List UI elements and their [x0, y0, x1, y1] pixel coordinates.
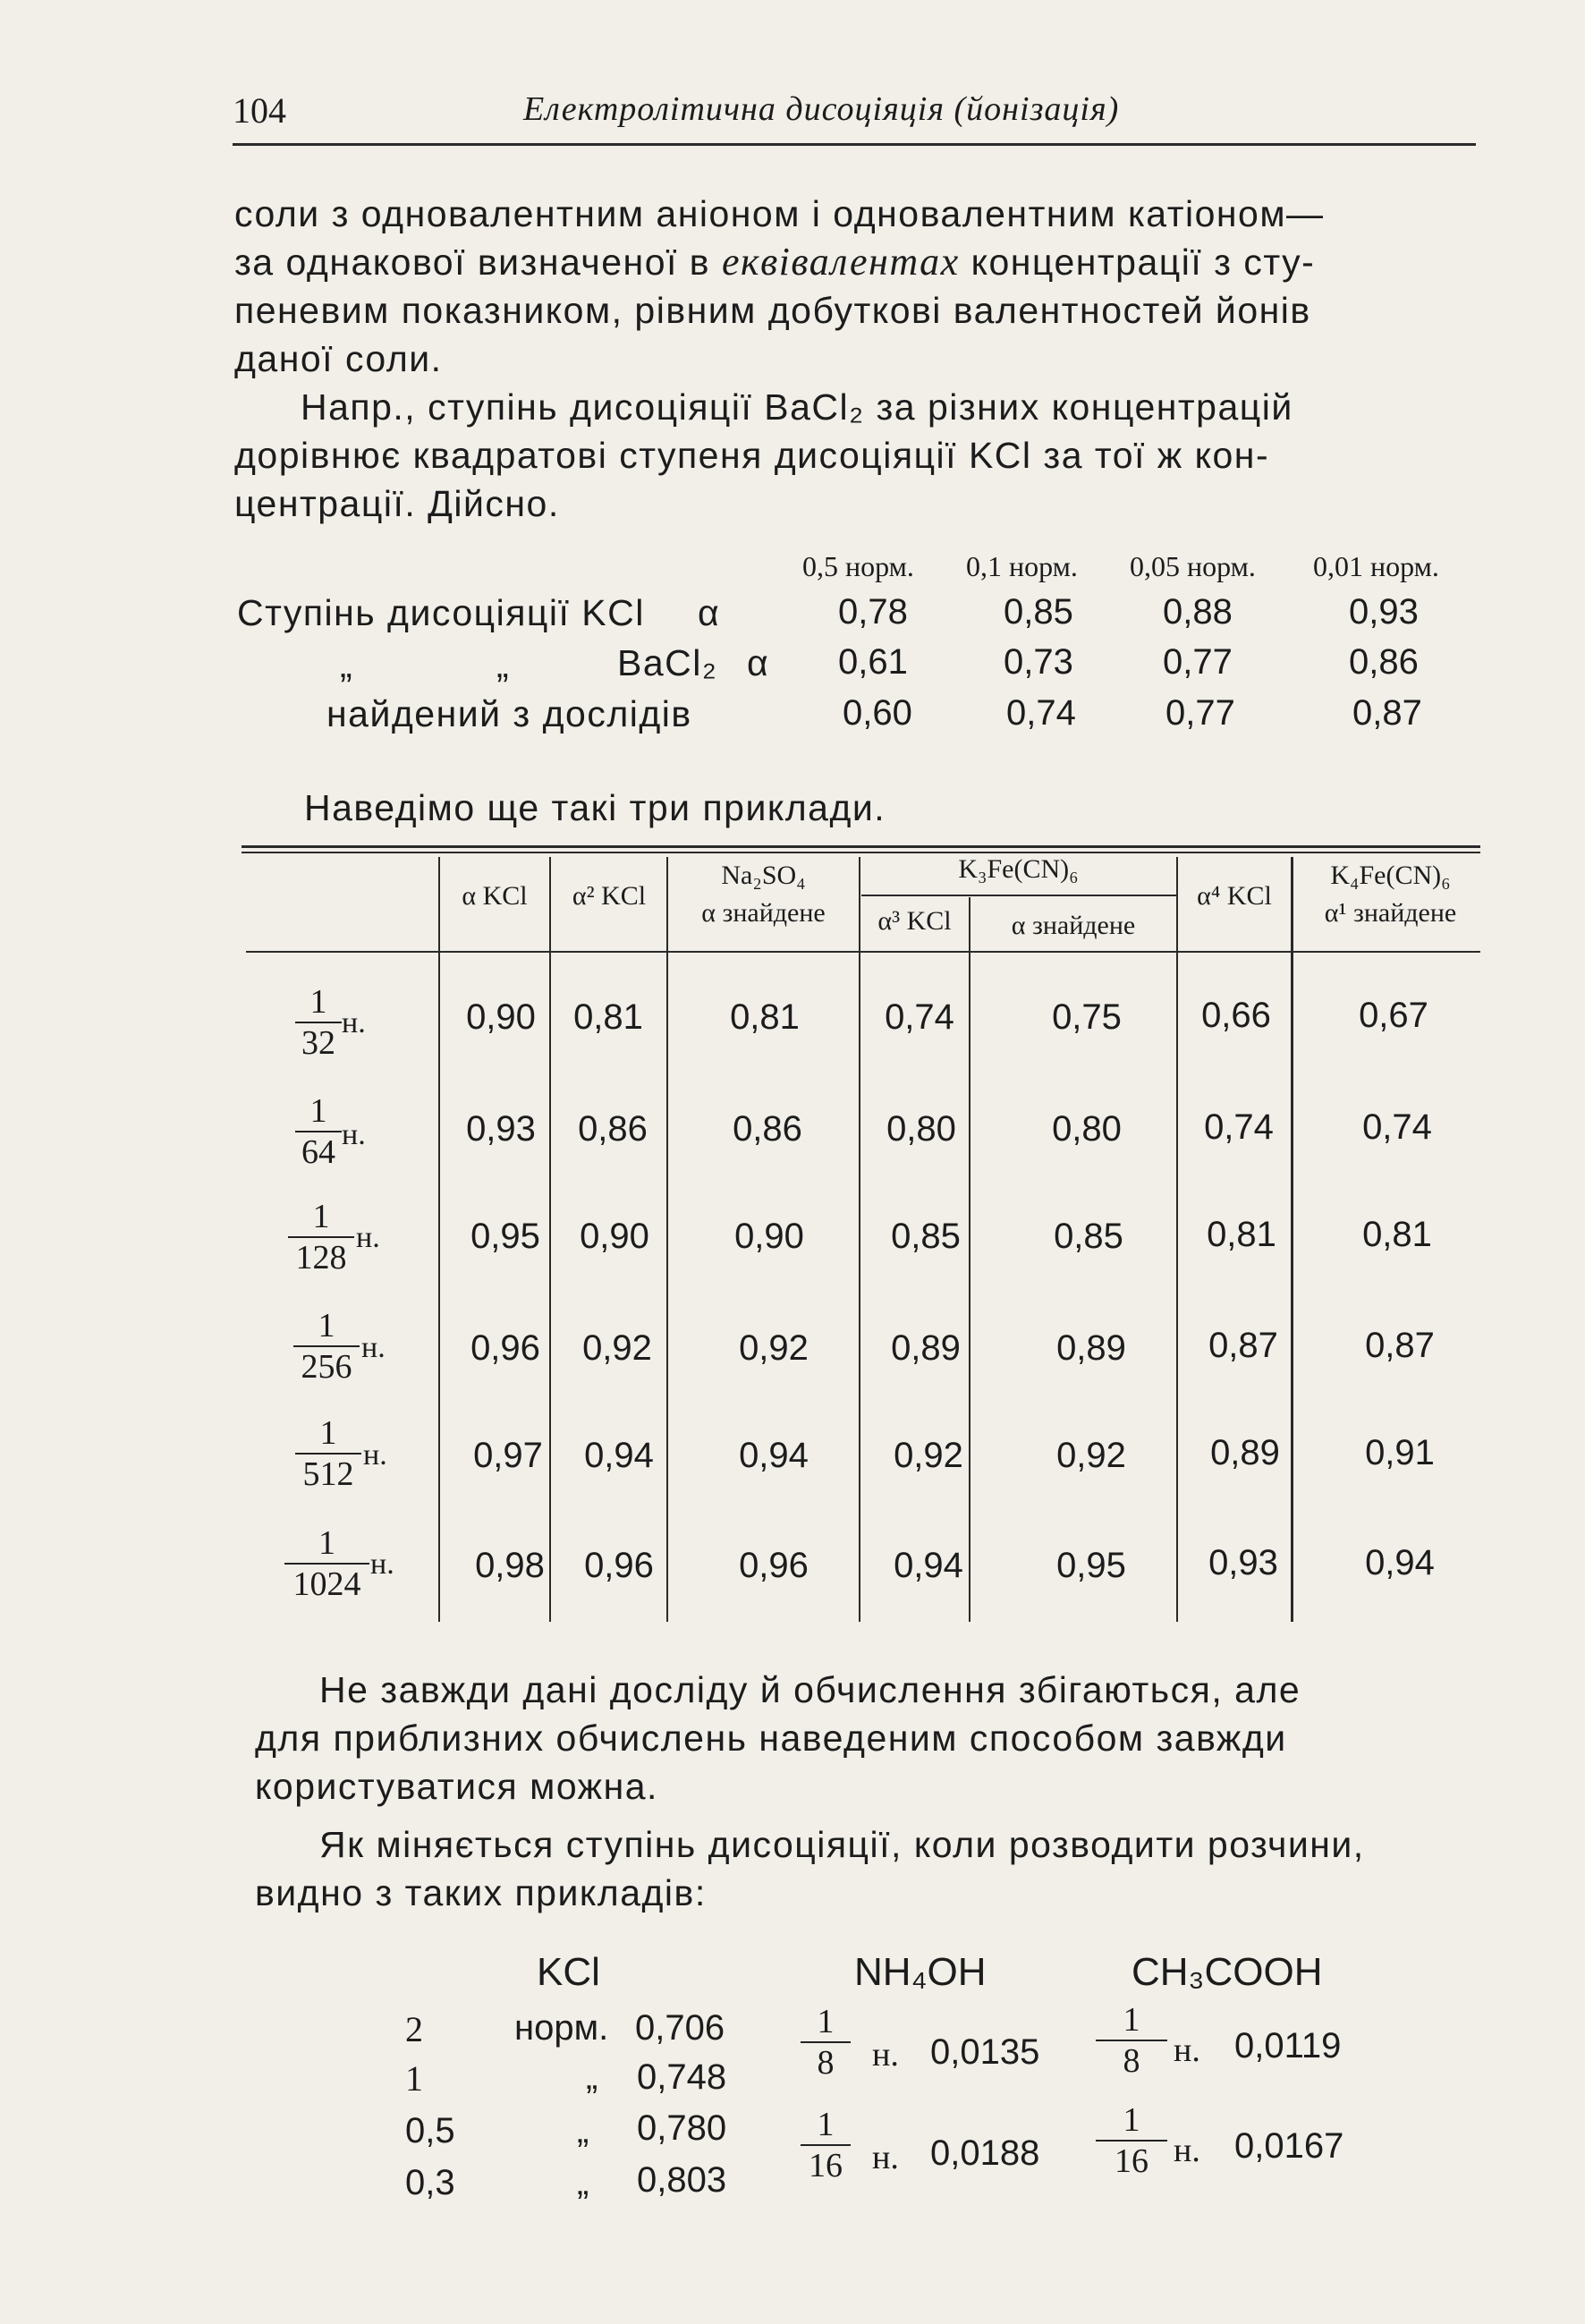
- text-line: Як міняється ступінь дисоціяції, коли розводити розчини,: [319, 1824, 1365, 1865]
- text-line: даної соли.: [234, 338, 443, 379]
- kcl-unit: „: [586, 2057, 598, 2097]
- nh4oh-fraction: [801, 2107, 851, 2184]
- examples-intro: Наведімо ще такі три приклади.: [304, 787, 886, 828]
- value: 0,85: [1004, 592, 1073, 632]
- col-header-a-kcl: α KCl: [462, 881, 528, 911]
- table-cell: 0,86: [733, 1109, 802, 1149]
- kcl-value: 0,803: [637, 2160, 727, 2200]
- row-fraction: [295, 1415, 361, 1492]
- table-cell: 0,95: [470, 1217, 540, 1256]
- col-header-na2so4: Na₂SO₄: [721, 861, 806, 890]
- text-line: центрації. Дійсно.: [234, 483, 560, 524]
- table-cell: 0,67: [1359, 996, 1428, 1035]
- fraction-denominator: 256: [301, 1348, 352, 1386]
- table-cell: 0,93: [1208, 1543, 1278, 1582]
- kcl-conc: 0,3: [405, 2163, 455, 2202]
- row-fraction: [295, 1093, 342, 1170]
- value: 0,77: [1163, 642, 1233, 682]
- alpha-symbol: α: [698, 592, 721, 633]
- kcl-value: 0,748: [637, 2057, 727, 2097]
- table-header-rule: [246, 951, 1480, 953]
- table-cell: 0,85: [891, 1217, 961, 1256]
- row-unit: н.: [342, 1006, 366, 1039]
- table-cell: 0,74: [1362, 1107, 1432, 1147]
- table-cell: 0,86: [578, 1109, 648, 1149]
- kcl-value: 0,780: [637, 2108, 727, 2148]
- fraction-denominator: 8: [1123, 2042, 1140, 2080]
- table-top-rule-2: [242, 852, 1480, 853]
- fraction-bar: [295, 1131, 342, 1132]
- fraction-denominator: 32: [301, 1024, 335, 1062]
- paragraph-4: [255, 1820, 1365, 1917]
- table-cell: 0,92: [1056, 1436, 1126, 1475]
- fraction-bar: [1096, 2140, 1167, 2142]
- fraction-denominator: 128: [295, 1239, 347, 1277]
- table-cell: 0,94: [1365, 1543, 1435, 1582]
- table-cell: 0,92: [894, 1436, 963, 1475]
- table-cell: 0,81: [573, 997, 643, 1037]
- table-cell: 0,89: [891, 1328, 961, 1368]
- table-cell: 0,98: [475, 1546, 545, 1585]
- value: 0,87: [1352, 693, 1422, 733]
- text-line: пеневим показником, рівним добуткові валентностей йонів: [234, 290, 1311, 331]
- fraction-numerator: 1: [318, 1524, 335, 1562]
- col-header-k4fe-sub: α¹ знайдене: [1324, 898, 1457, 928]
- value: 0,86: [1349, 642, 1419, 682]
- text-line: Не завжди дані досліду й обчислення збігаються, але: [319, 1669, 1301, 1710]
- ditto-mark: „: [340, 644, 354, 685]
- table-cell: 0,91: [1365, 1433, 1435, 1472]
- table-cell: 0,94: [584, 1436, 654, 1475]
- value: 0,60: [843, 693, 912, 733]
- fraction-bar: [801, 2041, 851, 2043]
- fraction-bar: [295, 1022, 342, 1023]
- conc-header: 0,01 норм.: [1313, 550, 1439, 582]
- text-span: концентрації з сту-: [959, 242, 1316, 283]
- header-rule: [233, 143, 1476, 146]
- ch3cooh-unit: н.: [1174, 2031, 1200, 2069]
- col-header-k3fe-found: α знайдене: [1011, 911, 1136, 940]
- fraction-bar: [293, 1345, 360, 1347]
- table-cell: 0,81: [1362, 1215, 1432, 1254]
- text-line: соли з одновалентним аніоном і одновалентним катіоном—: [234, 193, 1325, 234]
- ch3cooh-title: CH₃COOH: [1132, 1950, 1323, 1994]
- value: 0,78: [838, 592, 908, 632]
- fraction-denominator: 1024: [292, 1565, 361, 1603]
- table-top-rule: [242, 845, 1480, 848]
- conc-header: 0,05 норм.: [1130, 550, 1256, 582]
- kcl-unit: „: [577, 2111, 589, 2150]
- row-unit: н.: [342, 1118, 366, 1151]
- table-cell: 0,90: [734, 1217, 804, 1256]
- conc-header: 0,5 норм.: [802, 550, 914, 582]
- nh4oh-value: 0,0135: [930, 2032, 1040, 2072]
- fraction-denominator: 16: [809, 2147, 843, 2184]
- col-header-na2so4-sub: α знайдене: [701, 898, 826, 928]
- nh4oh-title: NH₄OH: [854, 1950, 987, 1994]
- text-line: Напр., ступінь дисоціяції BaCl₂ за різних концентрацій: [301, 386, 1293, 428]
- kcl-conc: 1: [405, 2058, 423, 2099]
- fraction-bar: [801, 2144, 851, 2146]
- nh4oh-unit: н.: [872, 2036, 899, 2074]
- fraction-numerator: 1: [318, 1307, 335, 1344]
- ch3cooh-value: 0,0167: [1234, 2126, 1344, 2166]
- nh4oh-fraction: [801, 2004, 851, 2081]
- value: 0,73: [1004, 642, 1073, 682]
- row-fraction: [293, 1308, 360, 1385]
- ch3cooh-fraction: [1096, 2102, 1167, 2179]
- page-number: 104: [233, 90, 286, 131]
- conc-header: 0,1 норм.: [966, 550, 1078, 582]
- fraction-bar: [288, 1236, 354, 1238]
- column-divider: [1176, 857, 1178, 1622]
- kcl-conc: 0,5: [405, 2111, 455, 2150]
- text-line: дорівнює квадратові ступеня дисоціяції KCl за тої ж кон-: [234, 435, 1270, 476]
- fraction-bar: [295, 1453, 361, 1455]
- text-span: за однакової визначеної в: [234, 242, 722, 283]
- column-divider: [859, 857, 860, 1622]
- fraction-denominator: 8: [817, 2044, 835, 2082]
- row-fraction: [288, 1199, 354, 1276]
- table-cell: 0,90: [580, 1217, 649, 1256]
- col-header-a2-kcl: α² KCl: [572, 881, 647, 911]
- alpha-symbol: α: [747, 642, 770, 683]
- kcl-unit: „: [577, 2163, 589, 2202]
- fraction-denominator: 16: [1115, 2142, 1148, 2180]
- kcl-value: 0,706: [635, 2008, 725, 2048]
- table-cell: 0,87: [1208, 1326, 1278, 1365]
- text-line: для приблизних обчислень наведеним способом завжди: [255, 1718, 1287, 1759]
- emphasis-text: еквівалентах: [721, 240, 960, 284]
- fraction-bar: [284, 1563, 369, 1565]
- table-cell: 0,93: [466, 1109, 536, 1149]
- table-cell: 0,89: [1210, 1433, 1280, 1472]
- paragraph-1: [234, 190, 1325, 383]
- fraction-numerator: 1: [309, 1092, 327, 1130]
- paragraph-2: [234, 383, 1293, 528]
- fraction-numerator: 1: [1123, 2101, 1140, 2139]
- row-label: найдений з дослідів: [326, 693, 692, 734]
- table-cell: 0,80: [1052, 1109, 1122, 1149]
- fraction-numerator: 1: [312, 1198, 330, 1235]
- fraction-numerator: 1: [817, 2003, 835, 2040]
- table-cell: 0,89: [1056, 1328, 1126, 1368]
- table-cell: 0,81: [1207, 1215, 1276, 1254]
- ditto-mark: „: [496, 644, 511, 685]
- table-cell: 0,96: [470, 1328, 540, 1368]
- fraction-bar: [1096, 2040, 1167, 2041]
- row-label: BaCl₂: [617, 642, 718, 683]
- table-cell: 0,74: [885, 997, 954, 1037]
- row-unit: н.: [361, 1331, 386, 1364]
- col-header-a4-kcl: α⁴ KCl: [1197, 881, 1272, 911]
- fraction-numerator: 1: [319, 1414, 337, 1452]
- value: 0,61: [838, 642, 908, 682]
- column-divider: [438, 857, 440, 1622]
- text-line: [234, 238, 1325, 286]
- table-cell: 0,94: [894, 1546, 963, 1585]
- value: 0,93: [1349, 592, 1419, 632]
- kcl-conc: 2: [405, 2009, 423, 2049]
- row-unit: н.: [356, 1221, 380, 1254]
- k3fe-subheader-rule: [861, 895, 1176, 896]
- table-cell: 0,81: [730, 997, 800, 1037]
- table-cell: 0,80: [886, 1109, 956, 1149]
- row-unit: н.: [370, 1548, 394, 1581]
- col-header-k4fe: K₄Fe(CN)₆: [1330, 861, 1451, 890]
- row-fraction: [284, 1525, 369, 1602]
- table-cell: 0,92: [739, 1328, 809, 1368]
- table-cell: 0,66: [1201, 996, 1271, 1035]
- fraction-denominator: 64: [301, 1133, 335, 1171]
- table-cell: 0,87: [1365, 1326, 1435, 1365]
- table-cell: 0,94: [739, 1436, 809, 1475]
- fraction-denominator: 512: [302, 1455, 354, 1493]
- table-cell: 0,97: [473, 1436, 543, 1475]
- row-unit: н.: [363, 1438, 387, 1472]
- ch3cooh-fraction: [1096, 2002, 1167, 2079]
- table-cell: 0,92: [582, 1328, 652, 1368]
- value: 0,88: [1163, 592, 1233, 632]
- value: 0,77: [1165, 693, 1235, 733]
- col-header-k3fe: K₃Fe(CN)₆: [958, 854, 1079, 884]
- text-line: видно з таких прикладів:: [255, 1872, 707, 1913]
- table-cell: 0,96: [584, 1546, 654, 1585]
- ch3cooh-value: 0,0119: [1234, 2026, 1342, 2065]
- row-fraction: [295, 984, 342, 1061]
- table-cell: 0,74: [1204, 1107, 1274, 1147]
- fraction-numerator: 1: [309, 983, 327, 1021]
- col-header-k3fe-a3: α³ KCl: [877, 906, 952, 936]
- table-cell: 0,96: [739, 1546, 809, 1585]
- kcl-unit: норм.: [514, 2008, 609, 2048]
- table-cell: 0,90: [466, 997, 536, 1037]
- kcl-title: KCl: [537, 1950, 600, 1994]
- table-cell: 0,95: [1056, 1546, 1126, 1585]
- text-line: користуватися можна.: [255, 1766, 658, 1807]
- fraction-numerator: 1: [1123, 2001, 1140, 2039]
- ch3cooh-unit: н.: [1174, 2132, 1200, 2169]
- value: 0,74: [1006, 693, 1076, 733]
- nh4oh-unit: н.: [872, 2139, 899, 2176]
- nh4oh-value: 0,0188: [930, 2133, 1040, 2173]
- row-label: Ступінь дисоціяції KCl: [237, 592, 645, 633]
- running-title: Електролітична дисоціяція (йонізація): [523, 90, 1120, 128]
- table-cell: 0,85: [1054, 1217, 1123, 1256]
- table-cell: 0,75: [1052, 997, 1122, 1037]
- paragraph-3: [255, 1666, 1301, 1811]
- fraction-numerator: 1: [817, 2106, 835, 2143]
